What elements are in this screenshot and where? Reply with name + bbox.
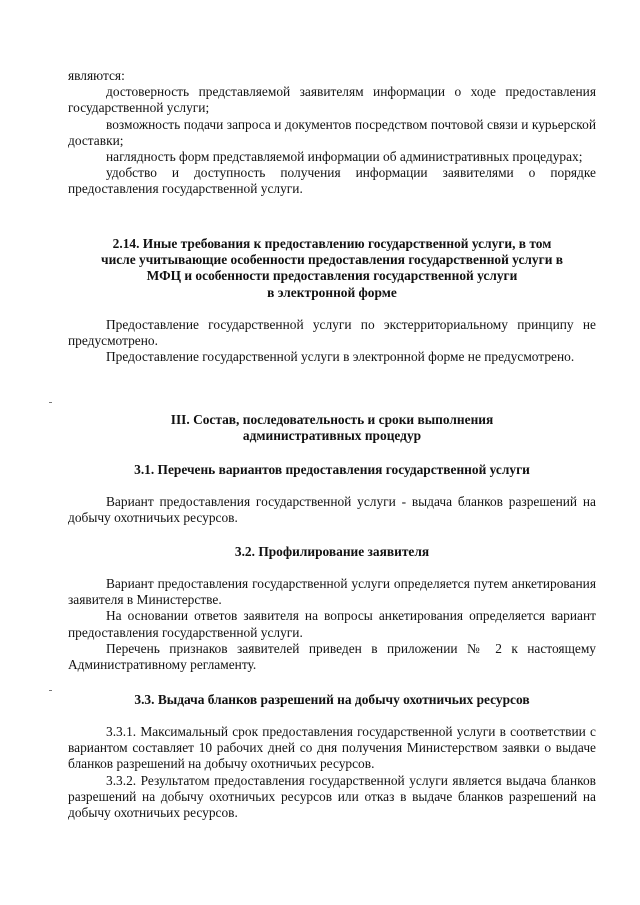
heading-line: числе учитывающие особенности предоставления государственной услуги в [101,252,563,268]
section-2-14 [68,236,596,301]
intro-item-2: возможность подачи запроса и документов посредством почтовой связи и курьерской доставки; [68,116,596,148]
section-3-1-body [68,494,596,526]
section-3-3-heading: 3.3. Выдача бланков разрешений на добычу охотничьих ресурсов [134,692,530,707]
heading-line: 2.14. Иные требования к предоставлению государственной услуги, в том [112,236,552,251]
section-3-1-heading: 3.1. Перечень вариантов предоставления государственной услуги [134,462,530,477]
margin-mark [49,690,52,691]
paragraph: 3.3.2. Результатом предоставления государственной услуги является выдача бланков разрешений на добычу охотничьих ресурсов или отказ в выдаче бланков разрешений на добычу охотничьих ресурсов. [68,772,596,821]
paragraph: 3.3.1. Максимальный срок предоставления государственной услуги в соответствии с вариантом составляет 10 рабочих дней со дня получения Министерством заявки о выдаче бланков разрешений на добычу охотничьих ресурсов. [68,724,596,772]
section-2-14-body [68,317,596,366]
paragraph: Перечень признаков заявителей приведен в приложении № 2 к настоящему Административному регламенту. [68,640,596,673]
section-3 [68,412,596,444]
heading-line: МФЦ и особенности предоставления государственной услуги [146,268,518,284]
section-3-3-body [68,724,596,821]
paragraph: Предоставление государственной услуги по экстерриториальному принципу не предусмотрено. [68,317,596,349]
intro-lead: являются: [68,68,125,83]
paragraph: Вариант предоставления государственной услуги - выдача бланков разрешений на добычу охотничьих ресурсов. [68,494,596,526]
intro-item-3: наглядность форм представляемой информации об административных процедурах; [106,149,583,165]
section-3-2-heading: 3.2. Профилирование заявителя [234,544,430,559]
section-3-3 [68,692,596,708]
paragraph: Предоставление государственной услуги в электронной форме не предусмотрено. [106,349,575,365]
section-3-2-body [68,576,596,673]
intro-item-1: достоверность представляемой заявителям информации о ходе предоставления государственной услуги; [68,84,596,116]
heading-line: III. Состав, последовательность и сроки выполнения [170,412,494,427]
paragraph: Вариант предоставления государственной услуги определяется путем анкетирования заявителя в Министерстве. [68,576,596,608]
heading-line: в электронной форме [267,284,397,300]
intro-block [68,68,596,198]
heading-line: административных процедур [242,428,422,444]
intro-item-4: удобство и доступность получения информации заявителями о порядке предоставления государственной услуги. [68,165,596,197]
paragraph: На основании ответов заявителя на вопросы анкетирования определяется вариант предоставления государственной услуги. [68,608,596,640]
section-2-14-heading [68,236,596,301]
section-3-1 [68,462,596,478]
section-3-heading [68,412,596,444]
margin-mark [49,402,52,403]
section-3-2 [68,544,596,560]
